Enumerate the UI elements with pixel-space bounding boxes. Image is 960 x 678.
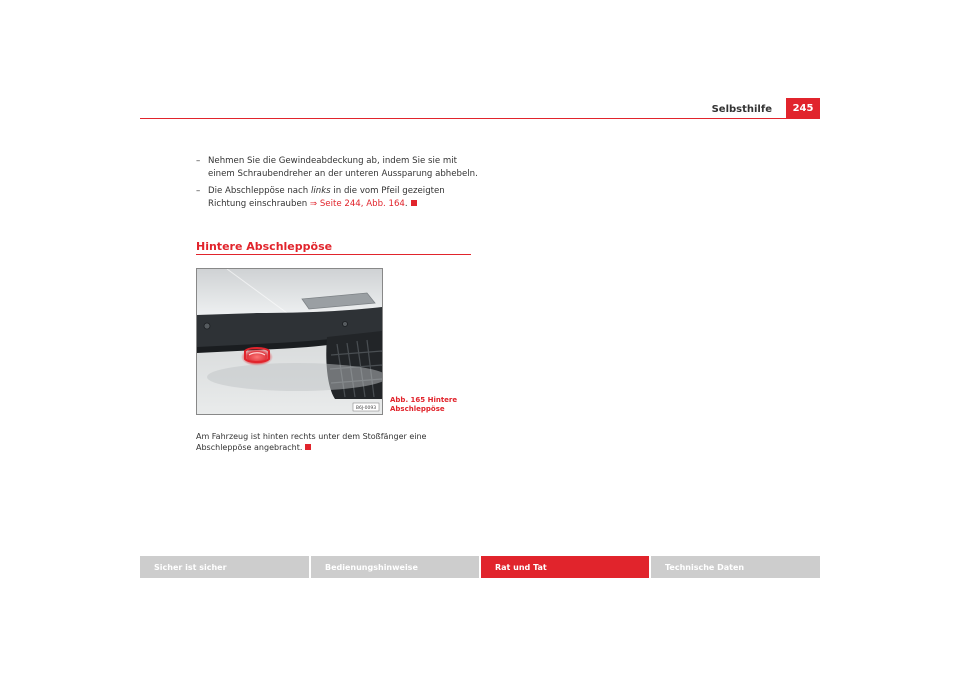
page-reference-link[interactable]: ⇒ Seite 244, Abb. 164 [309, 198, 405, 209]
step-dash: – [196, 186, 201, 196]
step-text-part: Die Abschleppöse nach [208, 186, 311, 196]
footer-tab-bedienungshinweise[interactable]: Bedienungshinweise [311, 556, 479, 578]
end-marker [411, 200, 417, 206]
page-number: 245 [786, 98, 820, 118]
body-paragraph [196, 431, 476, 453]
section-title: Hintere Abschleppöse [196, 240, 333, 253]
footer-tab-sicher-ist-sicher[interactable]: Sicher ist sicher [140, 556, 309, 578]
header-divider [140, 118, 820, 119]
step-text-italic: links [310, 186, 331, 196]
step-text-part: in die vom Pfeil gezeigten Richtung einschrauben [208, 186, 445, 209]
rear-bumper-illustration [197, 269, 382, 414]
footer-tab-rat-und-tat[interactable]: Rat und Tat [481, 556, 649, 578]
step-dash: – [196, 156, 201, 166]
figure-rear-tow-eye [196, 268, 383, 415]
figure-caption: Abb. 165 Hintere Abschleppöse [390, 396, 458, 413]
step-text [208, 185, 481, 210]
step-text-part: . [404, 198, 408, 209]
page-header-title: Selbsthilfe [711, 104, 772, 115]
figure-code: B6J-0093 [355, 406, 377, 411]
footer-tab-technische-daten[interactable]: Technische Daten [651, 556, 820, 578]
instruction-step-2 [196, 185, 481, 210]
end-marker [305, 444, 311, 450]
section-divider [196, 254, 471, 255]
instruction-step-1 [196, 155, 481, 180]
body-text: Am Fahrzeug ist hinten rechts unter dem Stoßfänger eine Abschleppöse angebracht. [196, 432, 427, 452]
step-text: Nehmen Sie die Gewindeabdeckung ab, indem Sie sie mit einem Schraubendreher an der unteren Aussparung abhebeln. [208, 156, 478, 179]
